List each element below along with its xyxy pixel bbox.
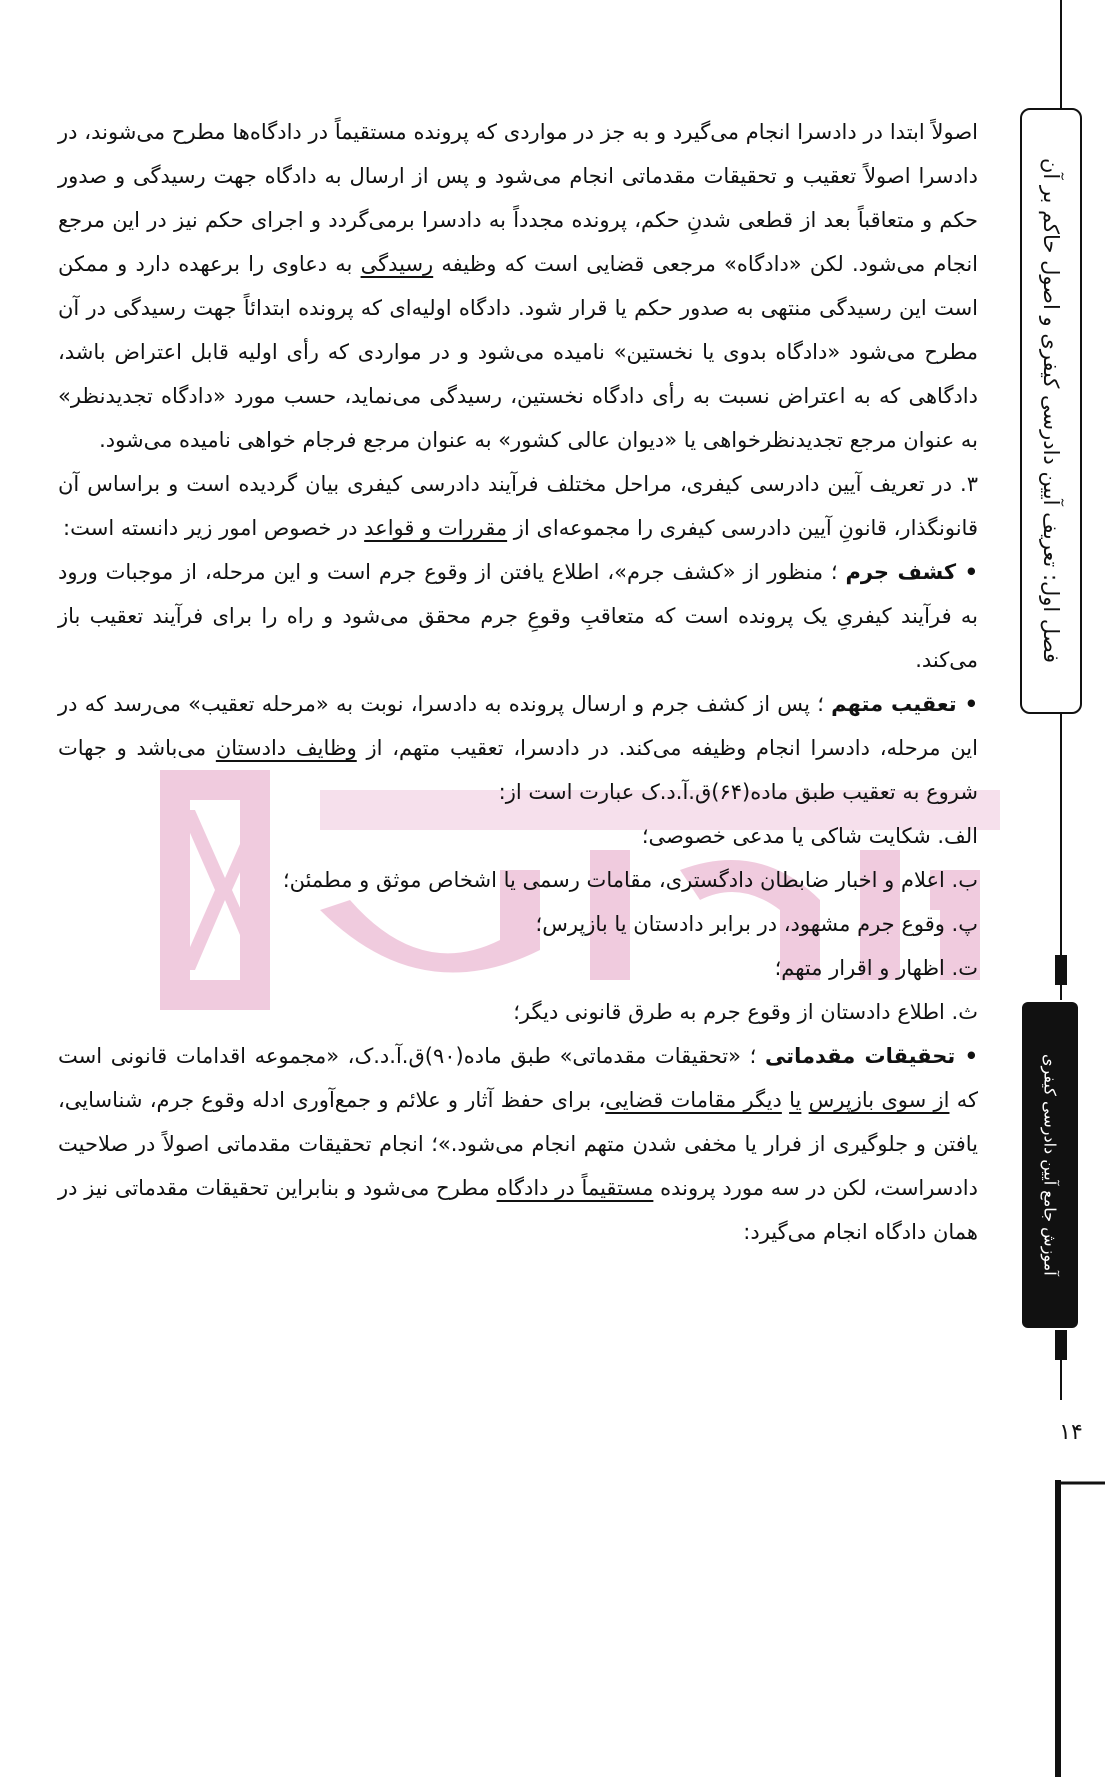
- bullet-prosecution: • تعقیب متهم ؛ پس از کشف جرم و ارسال پرونده به دادسرا، نوبت به «مرحله تعقیب» می‌رسد که در این مرحله، دادسرا انجام وظیفه می‌کند. در دادسرا، تعقیب متهم، از وظایف دادستان می‌باشد و جهات شروع به تعقیب طبق ماده(۶۴)ق.آ.د.ک عبارت است از:: [58, 692, 978, 804]
- book-title: آموزش جامع آیین دادرسی کیفری: [1040, 1054, 1060, 1276]
- list-item: ت. اظهار و اقرار متهم؛: [774, 956, 978, 980]
- list-item: الف. شکایت شاکی یا مدعی خصوصی؛: [641, 824, 978, 848]
- page-number: ۱۴: [1059, 1420, 1083, 1445]
- body-text: [58, 110, 978, 1254]
- chapter-title: فصل اول: تعریف آیین دادرسی کیفری و اصول حاکم بر آن: [1039, 158, 1063, 664]
- list-item: ث. اطلاع دادستان از وقوع جرم به طرق قانونی دیگر؛: [513, 1000, 978, 1024]
- paragraph: اصولاً ابتدا در دادسرا انجام می‌گیرد و به جز در مواردی که پرونده مستقیماً در دادگاه‌ها مطرح می‌شوند، در دادسرا اصولاً تعقیب و تحقیقات مقدماتی انجام می‌شود و پس از ارسال به دادگاه جهت رسیدگی و صدور حکم و متعاقباً بعد از قطعی شدنِ حکم، پرونده مجدداً به دادسرا برمی‌گردد و اجرای حکم نیز در این مرجع انجام می‌شود. لکن «دادگاه» مرجعی قضایی است که وظیفه رسیدگی به دعاوی را برعهده دارد و ممکن است این رسیدگی منتهی به صدور حکم یا قرار شود. دادگاه اولیه‌ای که پرونده ابتدائاً جهت رسیدگی در آن مطرح می‌شود «دادگاه بدوی یا نخستین» نامیده می‌شود و در مواردی که رأی اولیه قابل اعتراض باشد، دادگاهی که به اعتراض نسبت به رأی دادگاه نخستین، رسیدگی می‌نماید، حسب مورد «دادگاه تجدیدنظر» به عنوان مرجع تجدیدنظرخواهی یا «دیوان عالی کشور» به عنوان مرجع فرجام خواهی نامیده می‌شود.: [58, 120, 978, 452]
- list-item: پ. وقوع جرم مشهود، در برابر دادستان یا بازپرس؛: [535, 912, 978, 936]
- list-item: ب. اعلام و اخبار ضابطان دادگستری، مقامات رسمی یا اشخاص موثق و مطمئن؛: [282, 868, 978, 892]
- book-title-tab: [1022, 1002, 1078, 1328]
- paragraph-item-3: ۳. در تعریف آیین دادرسی کیفری، مراحل مختلف فرآیند دادرسی کیفری بیان گردیده است و براساس آن قانونگذار، قانونِ آیین دادرسی کیفری را مجموعه‌ای از مقررات و قواعد در خصوص امور زیر دانسته است:: [58, 472, 978, 540]
- bullet-crime-discovery: • کشف جرم ؛ منظور از «کشف جرم»، اطلاع یافتن از وقوع جرم است و این مرحله، از موجبات ورود به فرآیند کیفریِ یک پرونده است که متعاقبِ وقوعِ جرم محقق می‌شود و راه را برای فرآیند تعقیب باز می‌کند.: [58, 560, 978, 672]
- bullet-preliminary-investigation: • تحقیقات مقدماتی ؛ «تحقیقات مقدماتی» طبق ماده(۹۰)ق.آ.د.ک، «مجموعه اقدامات قانونی است که از سوی بازپرس یا دیگر مقامات قضایی، برای حفظ آثار و علائم و جمع‌آوری ادله وقوع جرم، شناسایی، یافتن و جلوگیری از فرار یا مخفی شدن متهم انجام می‌شود.»؛ انجام تحقیقات مقدماتی اصولاً در صلاحیت دادسراست، لکن در سه مورد پرونده مستقیماً در دادگاه مطرح می‌شود و بنابراین تحقیقات مقدماتی نیز در همان دادگاه انجام می‌گیرد:: [58, 1044, 978, 1244]
- chapter-title-tab: [1020, 108, 1082, 714]
